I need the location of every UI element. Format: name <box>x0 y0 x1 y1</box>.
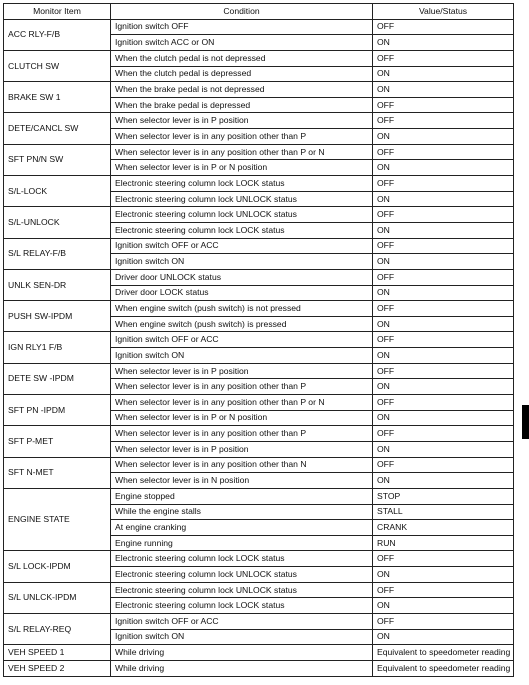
monitor-item-cell: SFT P-MET <box>4 426 111 457</box>
table-row <box>4 144 514 160</box>
value-status-cell: ON <box>373 567 514 583</box>
value-status-cell: OFF <box>373 113 514 129</box>
value-status-cell: OFF <box>373 426 514 442</box>
condition-cell: Electronic steering column lock UNLOCK status <box>111 191 373 207</box>
condition-cell: When the clutch pedal is depressed <box>111 66 373 82</box>
monitor-item-cell: S/L-LOCK <box>4 176 111 207</box>
condition-cell: While driving <box>111 660 373 676</box>
value-status-cell: OFF <box>373 457 514 473</box>
monitor-item-cell: SFT N-MET <box>4 457 111 488</box>
value-status-cell: ON <box>373 285 514 301</box>
value-status-cell: ON <box>373 254 514 270</box>
value-status-cell: CRANK <box>373 520 514 536</box>
value-status-cell: STOP <box>373 488 514 504</box>
condition-cell: Ignition switch OFF <box>111 19 373 35</box>
table-row <box>4 269 514 285</box>
monitor-item-cell: UNLK SEN-DR <box>4 269 111 300</box>
table-row <box>4 395 514 411</box>
monitor-item-cell: BRAKE SW 1 <box>4 82 111 113</box>
value-status-cell: ON <box>373 473 514 489</box>
value-status-cell: OFF <box>373 176 514 192</box>
condition-cell: When selector lever is in any position other than P <box>111 426 373 442</box>
value-status-cell: RUN <box>373 535 514 551</box>
value-status-cell: ON <box>373 129 514 145</box>
monitor-item-cell: S/L LOCK-IPDM <box>4 551 111 582</box>
condition-cell: Electronic steering column lock LOCK status <box>111 176 373 192</box>
table-row <box>4 19 514 35</box>
condition-cell: When engine switch (push switch) is not pressed <box>111 301 373 317</box>
value-status-cell: ON <box>373 410 514 426</box>
condition-cell: Engine running <box>111 535 373 551</box>
condition-cell: When the brake pedal is not depressed <box>111 82 373 98</box>
value-status-cell: ON <box>373 160 514 176</box>
value-status-cell: OFF <box>373 269 514 285</box>
header-monitor-item: Monitor Item <box>4 4 111 20</box>
table-row <box>4 176 514 192</box>
condition-cell: When selector lever is in any position other than P or N <box>111 395 373 411</box>
condition-cell: When selector lever is in any position other than N <box>111 457 373 473</box>
condition-cell: Ignition switch OFF or ACC <box>111 238 373 254</box>
condition-cell: Ignition switch ON <box>111 629 373 645</box>
condition-cell: When the brake pedal is depressed <box>111 97 373 113</box>
table-row <box>4 332 514 348</box>
value-status-cell: ON <box>373 191 514 207</box>
monitor-item-cell: IGN RLY1 F/B <box>4 332 111 363</box>
value-status-cell: OFF <box>373 19 514 35</box>
value-status-cell: ON <box>373 441 514 457</box>
value-status-cell: OFF <box>373 363 514 379</box>
monitor-item-cell: SFT PN -IPDM <box>4 395 111 426</box>
monitor-item-cell: S/L RELAY-F/B <box>4 238 111 269</box>
condition-cell: When the clutch pedal is not depressed <box>111 50 373 66</box>
monitor-item-cell: ACC RLY-F/B <box>4 19 111 50</box>
condition-cell: When engine switch (push switch) is pressed <box>111 316 373 332</box>
value-status-cell: OFF <box>373 395 514 411</box>
monitor-item-cell: ENGINE STATE <box>4 488 111 551</box>
table-row <box>4 613 514 629</box>
condition-cell: When selector lever is in any position other than P <box>111 129 373 145</box>
condition-cell: While driving <box>111 645 373 661</box>
condition-cell: Electronic steering column lock UNLOCK status <box>111 582 373 598</box>
value-status-cell: ON <box>373 35 514 51</box>
condition-cell: When selector lever is in P or N position <box>111 410 373 426</box>
monitor-item-cell: DETE/CANCL SW <box>4 113 111 144</box>
table-row <box>4 457 514 473</box>
value-status-cell: ON <box>373 222 514 238</box>
value-status-cell: ON <box>373 66 514 82</box>
table-row <box>4 207 514 223</box>
condition-cell: When selector lever is in any position other than P <box>111 379 373 395</box>
condition-cell: When selector lever is in P position <box>111 363 373 379</box>
table-row <box>4 488 514 504</box>
condition-cell: Electronic steering column lock UNLOCK status <box>111 207 373 223</box>
header-value-status: Value/Status <box>373 4 514 20</box>
value-status-cell: ON <box>373 82 514 98</box>
monitor-item-cell: PUSH SW-IPDM <box>4 301 111 332</box>
condition-cell: Electronic steering column lock LOCK status <box>111 222 373 238</box>
condition-cell: When selector lever is in P position <box>111 113 373 129</box>
table-row <box>4 645 514 661</box>
value-status-cell: ON <box>373 348 514 364</box>
table-row <box>4 301 514 317</box>
value-status-cell: OFF <box>373 332 514 348</box>
table-row <box>4 50 514 66</box>
condition-cell: When selector lever is in P position <box>111 441 373 457</box>
condition-cell: Ignition switch ACC or ON <box>111 35 373 51</box>
condition-cell: When selector lever is in N position <box>111 473 373 489</box>
condition-cell: When selector lever is in P or N position <box>111 160 373 176</box>
monitor-item-cell: S/L RELAY-REQ <box>4 613 111 644</box>
condition-cell: While the engine stalls <box>111 504 373 520</box>
table-row <box>4 551 514 567</box>
condition-cell: Electronic steering column lock LOCK status <box>111 598 373 614</box>
condition-cell: Electronic steering column lock LOCK status <box>111 551 373 567</box>
value-status-cell: OFF <box>373 301 514 317</box>
table-row <box>4 660 514 676</box>
condition-cell: Electronic steering column lock UNLOCK status <box>111 567 373 583</box>
value-status-cell: OFF <box>373 613 514 629</box>
value-status-cell: STALL <box>373 504 514 520</box>
header-condition: Condition <box>111 4 373 20</box>
section-tab-marker <box>522 405 529 439</box>
value-status-cell: OFF <box>373 50 514 66</box>
table-row <box>4 113 514 129</box>
value-status-cell: OFF <box>373 207 514 223</box>
condition-cell: Ignition switch ON <box>111 348 373 364</box>
monitor-item-table <box>3 3 514 677</box>
value-status-cell: OFF <box>373 582 514 598</box>
table-body <box>4 19 514 676</box>
monitor-item-cell: VEH SPEED 1 <box>4 645 111 661</box>
table-row <box>4 426 514 442</box>
condition-cell: Ignition switch ON <box>111 254 373 270</box>
value-status-cell: OFF <box>373 144 514 160</box>
table-header-row <box>4 4 514 20</box>
condition-cell: At engine cranking <box>111 520 373 536</box>
monitor-item-cell: VEH SPEED 2 <box>4 660 111 676</box>
value-status-cell: OFF <box>373 238 514 254</box>
value-status-cell: ON <box>373 629 514 645</box>
monitor-item-cell: S/L-UNLOCK <box>4 207 111 238</box>
monitor-item-cell: DETE SW -IPDM <box>4 363 111 394</box>
condition-cell: Driver door LOCK status <box>111 285 373 301</box>
condition-cell: When selector lever is in any position other than P or N <box>111 144 373 160</box>
table-row <box>4 582 514 598</box>
monitor-item-cell: S/L UNLCK-IPDM <box>4 582 111 613</box>
value-status-cell: Equivalent to speedometer reading <box>373 645 514 661</box>
value-status-cell: OFF <box>373 97 514 113</box>
condition-cell: Engine stopped <box>111 488 373 504</box>
value-status-cell: ON <box>373 379 514 395</box>
table-row <box>4 363 514 379</box>
value-status-cell: ON <box>373 598 514 614</box>
condition-cell: Ignition switch OFF or ACC <box>111 613 373 629</box>
table-row <box>4 238 514 254</box>
condition-cell: Ignition switch OFF or ACC <box>111 332 373 348</box>
condition-cell: Driver door UNLOCK status <box>111 269 373 285</box>
value-status-cell: ON <box>373 316 514 332</box>
value-status-cell: Equivalent to speedometer reading <box>373 660 514 676</box>
monitor-item-cell: SFT PN/N SW <box>4 144 111 175</box>
monitor-item-cell: CLUTCH SW <box>4 50 111 81</box>
value-status-cell: OFF <box>373 551 514 567</box>
table-row <box>4 82 514 98</box>
